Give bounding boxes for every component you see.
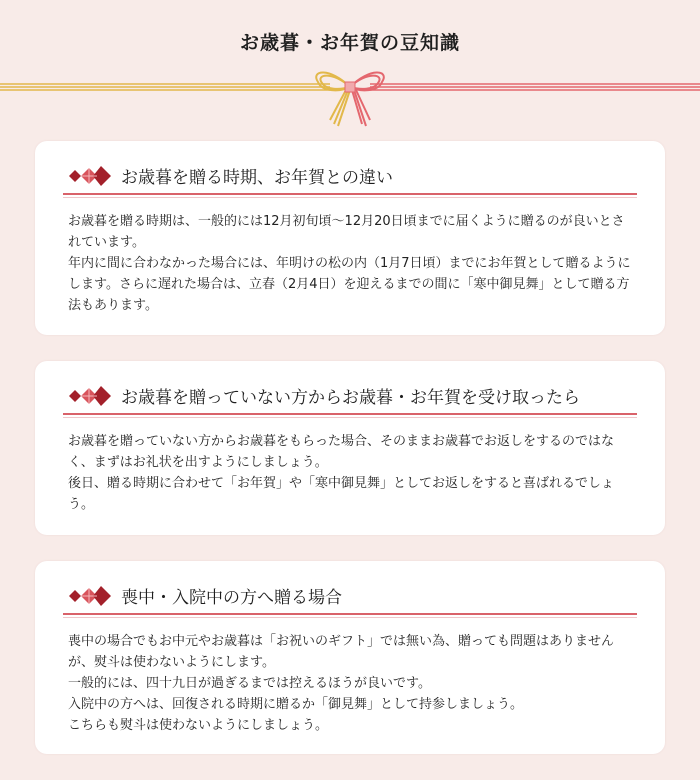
paragraph: 喪中の場合でもお中元やお歳暮は「お祝いのギフト」では無い為、贈っても問題はありませんが、熨斗は使わないようにします。 (68, 634, 615, 670)
mizuhiki-diamond-icon (63, 161, 119, 191)
paragraph: 年内に間に合わなかった場合には、年明けの松の内（1月7日頃）までにお年賀として贈るようにします。さらに遅れた場合は、立春（2月4日）を迎えるまでの間に「寒中御見舞」として贈る方法もあります。 (68, 256, 631, 313)
section-card (35, 561, 665, 754)
section-title: お歳暮を贈る時期、お年賀との違い (121, 168, 393, 188)
page-title: お歳暮・お年賀の豆知識 (239, 32, 460, 54)
section-title: 喪中・入院中の方へ贈る場合 (121, 588, 342, 608)
section-card (35, 361, 665, 535)
section-header (63, 581, 637, 615)
section-header (63, 161, 637, 195)
mizuhiki-diamond-icon (63, 581, 119, 611)
paragraph: 入院中の方へは、回復される時期に贈るか「御見舞」として持参しましょう。 (68, 697, 524, 712)
paragraph: 後日、贈る時期に合わせて「お年賀」や「寒中御見舞」としてお返しをすると喜ばれるでしょう。 (68, 476, 614, 512)
section-header (63, 381, 637, 415)
paragraph: 一般的には、四十九日が過ぎるまでは控えるほうが良いです。 (68, 676, 431, 691)
paragraph: こちらも熨斗は使わないようにしましょう。 (68, 718, 329, 733)
section-body (68, 631, 637, 736)
section-body (68, 431, 637, 515)
section-body (68, 211, 637, 316)
paragraph: お歳暮を贈っていない方からお歳暮をもらった場合、そのままお歳暮でお返しをするのではなく、まずはお礼状を出すようにしましょう。 (68, 434, 615, 470)
paragraph: お歳暮を贈る時期は、一般的には12月初旬頃〜12月20日頃までに届くように贈るのが良いとされています。 (68, 214, 625, 250)
mizuhiki-diamond-icon (63, 381, 119, 411)
section-title: お歳暮を贈っていない方からお歳暮・お年賀を受け取ったら (121, 388, 580, 408)
section-card (35, 141, 665, 335)
mizuhiki-ribbon-icon (0, 62, 700, 142)
